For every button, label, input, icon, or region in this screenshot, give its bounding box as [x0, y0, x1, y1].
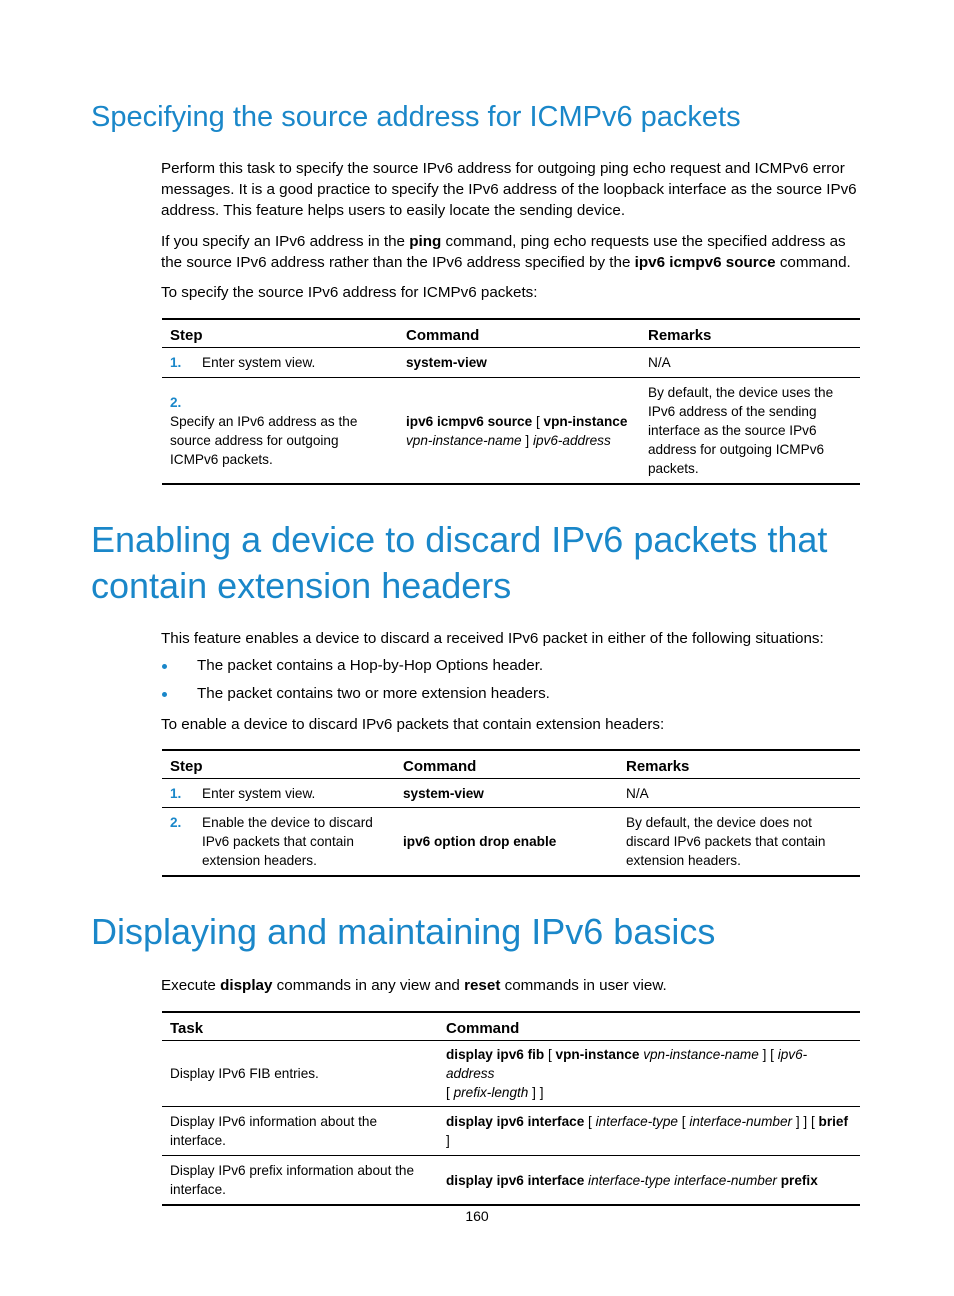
column-header: Remarks	[618, 750, 860, 779]
display-commands-table	[162, 1011, 860, 1206]
table-header-row	[162, 319, 860, 348]
bullet-item: The packet contains a Hop-by-Hop Options header.	[197, 657, 544, 674]
command-cell: display ipv6 fib [ vpn-instance vpn-instance-name ] [ ipv6-address [ prefix-length ] ]	[438, 1041, 860, 1107]
task-cell: Display IPv6 prefix information about the interface.	[162, 1156, 438, 1206]
command-cell: system-view	[395, 779, 618, 808]
icmpv6-source-table	[162, 318, 860, 485]
task-cell: Display IPv6 FIB entries.	[162, 1041, 438, 1107]
command-cell: display ipv6 interface interface-type interface-number prefix	[438, 1156, 860, 1206]
column-header: Command	[438, 1012, 860, 1041]
column-header: Command	[398, 319, 640, 348]
task-cell: Display IPv6 information about the interface.	[162, 1107, 438, 1156]
column-header: Task	[162, 1012, 438, 1041]
reset-keyword: reset	[464, 977, 501, 994]
section1-intro-paragraph: Perform this task to specify the source IPv6 address for outgoing ping echo request and ICMPv6 error messages. It is a good practice to specify the IPv6 address of the loopback interface as the source IPv6 address. This feature helps users to easily locate the sending device.	[161, 160, 857, 219]
remarks-cell: N/A	[618, 779, 860, 808]
remarks-cell: By default, the device does not discard IPv6 packets that contain extension headers.	[618, 808, 860, 877]
section2-intro-paragraph: This feature enables a device to discard a received IPv6 packet in either of the following situations:	[161, 630, 824, 647]
step-number: 2.	[170, 394, 182, 410]
bullet-icon	[162, 692, 167, 697]
step-text: Specify an IPv6 address as the source address for outgoing ICMPv6 packets.	[170, 413, 358, 467]
table-row	[162, 1107, 860, 1156]
section3-intro-paragraph: Execute display commands in any view and reset commands in user view.	[161, 977, 667, 994]
table-row	[162, 1156, 860, 1206]
step-cell	[162, 808, 395, 877]
discard-extension-headers-table	[162, 749, 860, 877]
section-title-display-maintain: Displaying and maintaining IPv6 basics	[91, 911, 716, 952]
step-text: Enter system view.	[202, 785, 316, 801]
section2-lead-in: To enable a device to discard IPv6 packets that contain extension headers:	[161, 716, 665, 733]
table-header-row	[162, 1012, 860, 1041]
table-header-row	[162, 750, 860, 779]
step-cell	[162, 378, 398, 485]
column-header: Command	[395, 750, 618, 779]
step-cell	[162, 779, 395, 808]
page-number: 160	[465, 1208, 489, 1224]
section-title-discard-extension-headers: Enabling a device to discard IPv6 packets that contain extension headers	[91, 519, 828, 606]
column-header: Step	[162, 750, 395, 779]
section-title-icmpv6-source: Specifying the source address for ICMPv6 packets	[91, 101, 741, 133]
remarks-cell: N/A	[640, 348, 860, 378]
command-cell: ipv6 icmpv6 source [ vpn-instance vpn-instance-name ] ipv6-address	[398, 378, 640, 485]
column-header: Remarks	[640, 319, 860, 348]
section1-ping-paragraph: If you specify an IPv6 address in the ping command, ping echo requests use the specified address as the source IPv6 address rather than the IPv6 address specified by the ipv6 icmpv6 source command.	[161, 233, 851, 271]
remarks-cell: By default, the device uses the IPv6 address of the sending interface as the source IPv6 address for outgoing ICMPv6 packets.	[640, 378, 860, 485]
command-cell: display ipv6 interface [ interface-type [ interface-number ] ] [ brief ]	[438, 1107, 860, 1156]
table-row	[162, 1041, 860, 1107]
table-row	[162, 348, 860, 378]
step-text: Enable the device to discard IPv6 packets that contain extension headers.	[202, 815, 373, 868]
step-text: Enter system view.	[202, 355, 316, 370]
section1-lead-in: To specify the source IPv6 address for ICMPv6 packets:	[161, 284, 538, 301]
command-cell: ipv6 option drop enable	[395, 808, 618, 877]
bullet-icon	[162, 664, 167, 669]
table-row	[162, 808, 860, 877]
step-number: 1.	[170, 355, 182, 370]
step-number: 2.	[170, 815, 182, 830]
display-keyword: display	[220, 977, 273, 994]
column-header: Step	[162, 319, 398, 348]
bullet-item: The packet contains two or more extension headers.	[197, 685, 550, 702]
step-number: 1.	[170, 785, 182, 801]
table-row	[162, 779, 860, 808]
ping-keyword: ping	[409, 233, 442, 250]
command-cell: system-view	[398, 348, 640, 378]
step-cell	[162, 348, 398, 378]
icmpv6-source-keyword: ipv6 icmpv6 source	[634, 254, 776, 271]
table-row	[162, 378, 860, 485]
